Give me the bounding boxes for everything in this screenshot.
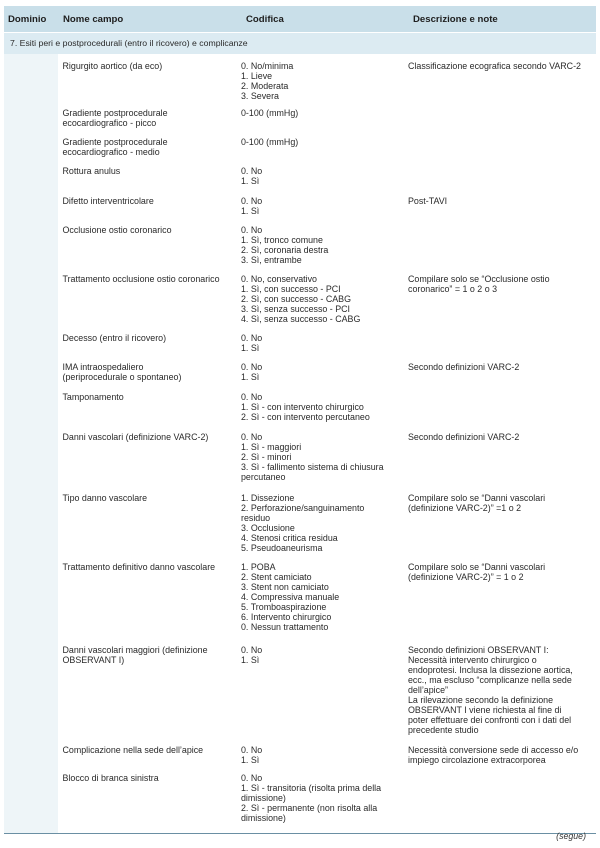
table-row (4, 770, 596, 834)
codifica-cell-line: 2. Perforazione/sanguinamento (241, 503, 365, 513)
descrizione-cell (408, 489, 596, 559)
codifica-cell-line: 1. Sì (241, 755, 260, 765)
descrizione-cell (408, 54, 596, 104)
codifica-cell (241, 559, 408, 640)
codifica-cell-line: 1. Dissezione (241, 493, 295, 503)
dominio-cell (4, 741, 58, 770)
dominio-cell (4, 54, 58, 104)
nome-campo-cell-line: Danni vascolari maggiori (definizione (62, 645, 208, 655)
codifica-cell-line: residuo (241, 513, 271, 523)
codifica-cell (241, 489, 408, 559)
nome-campo-cell (58, 163, 241, 192)
dominio-cell (4, 163, 58, 192)
codifica-cell-line: 1. Sì (241, 343, 260, 353)
nome-campo-cell-line: ecocardiografico - medio (62, 147, 160, 157)
nome-campo-cell (58, 192, 241, 221)
codifica-cell-line: 2. Sì - con intervento percutaneo (241, 412, 370, 422)
codifica-cell-line: 0. No/minima (241, 61, 294, 71)
descrizione-cell-line: (definizione VARC-2)” = 1 o 2 (408, 572, 524, 582)
table-row (4, 221, 596, 270)
descrizione-cell-line: Necessità intervento chirurgico o (408, 655, 537, 665)
codifica-cell (241, 741, 408, 770)
nome-campo-cell-line: ecocardiografico - picco (62, 118, 157, 128)
codifica-cell-line: 1. Sì, tronco comune (241, 235, 323, 245)
nome-campo-cell (58, 559, 241, 640)
data-dictionary-table (4, 6, 596, 834)
dominio-cell (4, 221, 58, 270)
nome-campo-cell-line: Complicazione nella sede dell’apice (62, 745, 204, 755)
descrizione-cell (408, 104, 596, 134)
codifica-cell (241, 104, 408, 134)
codifica-cell-line: 0. No (241, 432, 263, 442)
nome-campo-cell (58, 54, 241, 104)
dominio-cell (4, 489, 58, 559)
codifica-cell-line: 1. Sì (241, 206, 260, 216)
codifica-cell-line: 0. No (241, 333, 263, 343)
section-row (4, 33, 596, 55)
nome-campo-cell (58, 270, 241, 330)
codifica-cell-line: 1. Sì (241, 655, 260, 665)
codifica-cell-line: 1. POBA (241, 562, 276, 572)
codifica-cell-line: 1. Sì (241, 176, 260, 186)
nome-campo-cell-line: Blocco di branca sinistra (62, 773, 159, 783)
dominio-cell (4, 640, 58, 741)
table-row (4, 134, 596, 163)
codifica-cell-line: 2. Sì - permanente (non risolta alla (241, 803, 378, 813)
codifica-cell-line: 3. Stent non camiciato (241, 582, 329, 592)
codifica-cell (241, 429, 408, 489)
dominio-cell (4, 270, 58, 330)
codifica-cell-line: 1. Sì (241, 372, 260, 382)
descrizione-cell (408, 192, 596, 221)
descrizione-cell-line: Classificazione ecografica secondo VARC-2 (408, 61, 581, 71)
nome-campo-cell-line: Tipo danno vascolare (62, 493, 148, 503)
descrizione-cell-line: Compilare solo se “Occlusione ostio (408, 274, 550, 284)
descrizione-cell (408, 429, 596, 489)
codifica-cell-line: 3. Sì, senza successo - PCI (241, 304, 351, 314)
nome-campo-cell-line: Trattamento occlusione ostio coronarico (62, 274, 220, 284)
codifica-cell (241, 359, 408, 389)
descrizione-cell-line: Necessità conversione sede di accesso e/o (408, 745, 579, 755)
codifica-cell-line: 0. No (241, 166, 263, 176)
descrizione-cell-line: coronarico” = 1 o 2 o 3 (408, 284, 498, 294)
table-row (4, 429, 596, 489)
codifica-cell-line: 0. No (241, 645, 263, 655)
document-page (4, 6, 596, 834)
codifica-cell (241, 54, 408, 104)
nome-campo-cell (58, 741, 241, 770)
nome-campo-cell-line: Trattamento definitivo danno vascolare (62, 562, 216, 572)
dominio-cell (4, 770, 58, 834)
nome-campo-cell-line: Gradiente postprocedurale (62, 108, 168, 118)
descrizione-cell-line: dell’apice” (408, 685, 448, 695)
descrizione-cell (408, 559, 596, 640)
header-descrizione: Descrizione e note (408, 6, 596, 33)
codifica-cell (241, 330, 408, 359)
codifica-cell-line: 0. Nessun trattamento (241, 622, 329, 632)
codifica-cell-line: 0-100 (mmHg) (241, 108, 299, 118)
codifica-cell-line: 2. Stent camiciato (241, 572, 312, 582)
nome-campo-cell (58, 330, 241, 359)
nome-campo-cell-line: Decesso (entro il ricovero) (62, 333, 167, 343)
dominio-cell (4, 134, 58, 163)
dominio-cell (4, 389, 58, 429)
codifica-cell-line: 0. No (241, 225, 263, 235)
nome-campo-cell (58, 489, 241, 559)
table-row (4, 104, 596, 134)
descrizione-cell (408, 163, 596, 192)
descrizione-cell-line: impiego circolazione extracorporea (408, 755, 546, 765)
codifica-cell-line: 3. Severa (241, 91, 279, 101)
table-row (4, 163, 596, 192)
codifica-cell (241, 134, 408, 163)
header-nome-campo: Nome campo (58, 6, 241, 33)
descrizione-cell-line: Compilare solo se “Danni vascolari (408, 493, 546, 503)
codifica-cell-line: 5. Tromboaspirazione (241, 602, 327, 612)
descrizione-cell (408, 770, 596, 834)
descrizione-cell (408, 741, 596, 770)
header-dominio: Dominio (4, 6, 58, 33)
nome-campo-cell (58, 359, 241, 389)
descrizione-cell-line: Compilare solo se “Danni vascolari (408, 562, 546, 572)
nome-campo-cell-line: IMA intraospedaliero (62, 362, 144, 372)
codifica-cell-line: 2. Moderata (241, 81, 289, 91)
nome-campo-cell (58, 389, 241, 429)
descrizione-cell-line: poter effettuare dei confronti con i dati del (408, 715, 572, 725)
descrizione-cell (408, 330, 596, 359)
section-title: 7. Esiti peri e postprocedurali (entro il ricovero) e complicanze (4, 33, 596, 55)
codifica-cell-line: 0. No, conservativo (241, 274, 317, 284)
codifica-cell-line: 5. Pseudoaneurisma (241, 543, 323, 553)
dominio-cell (4, 359, 58, 389)
header-codifica: Codifica (241, 6, 408, 33)
nome-campo-cell (58, 429, 241, 489)
descrizione-cell (408, 270, 596, 330)
codifica-cell (241, 640, 408, 741)
descrizione-cell (408, 359, 596, 389)
descrizione-cell (408, 389, 596, 429)
nome-campo-cell-line: Gradiente postprocedurale (62, 137, 168, 147)
nome-campo-cell-line: Difetto interventricolare (62, 196, 154, 206)
codifica-cell (241, 270, 408, 330)
table-header-row (4, 6, 596, 33)
nome-campo-cell (58, 134, 241, 163)
codifica-cell-line: 4. Stenosi critica residua (241, 533, 338, 543)
codifica-cell-line: 1. Sì, con successo - PCI (241, 284, 341, 294)
codifica-cell-line: 6. Intervento chirurgico (241, 612, 332, 622)
table-row (4, 330, 596, 359)
codifica-cell-line: dimissione) (241, 793, 286, 803)
codifica-cell-line: 3. Sì - fallimento sistema di chiusura (241, 462, 384, 472)
nome-campo-cell (58, 770, 241, 834)
nome-campo-cell (58, 104, 241, 134)
descrizione-cell-line: Post-TAVI (408, 196, 448, 206)
table-row (4, 640, 596, 741)
descrizione-cell-line: Secondo definizioni VARC-2 (408, 362, 520, 372)
codifica-cell-line: 3. Sì, entrambe (241, 255, 302, 265)
descrizione-cell-line: ecc., ma escluso “complicanze nella sede (408, 675, 572, 685)
codifica-cell-line: dimissione) (241, 813, 286, 823)
codifica-cell-line: 1. Sì - maggiori (241, 442, 302, 452)
dominio-cell (4, 429, 58, 489)
dominio-cell (4, 104, 58, 134)
dominio-cell (4, 559, 58, 640)
nome-campo-cell-line: OBSERVANT I) (62, 655, 125, 665)
codifica-cell-line: 0-100 (mmHg) (241, 137, 299, 147)
continuation-note: (segue) (556, 831, 586, 841)
nome-campo-cell-line: Tamponamento (62, 392, 124, 402)
codifica-cell (241, 389, 408, 429)
descrizione-cell (408, 134, 596, 163)
table-row (4, 741, 596, 770)
descrizione-cell (408, 221, 596, 270)
nome-campo-cell-line: Occlusione ostio coronarico (62, 225, 172, 235)
codifica-cell-line: 4. Sì, senza successo - CABG (241, 314, 361, 324)
table-row (4, 54, 596, 104)
nome-campo-cell-line: (periprocedurale o spontaneo) (62, 372, 182, 382)
table-row (4, 270, 596, 330)
nome-campo-cell-line: Rigurgito aortico (da eco) (62, 61, 163, 71)
codifica-cell-line: 0. No (241, 745, 263, 755)
table-row (4, 389, 596, 429)
descrizione-cell-line: endoprotesi. Inclusa la dissezione aortica, (408, 665, 573, 675)
codifica-cell-line: 1. Sì - transitoria (risolta prima della (241, 783, 382, 793)
codifica-cell (241, 221, 408, 270)
descrizione-cell-line: Secondo definizioni OBSERVANT I: (408, 645, 549, 655)
table-row (4, 559, 596, 640)
descrizione-cell-line: OBSERVANT I viene richiesta al fine di (408, 705, 562, 715)
codifica-cell-line: 0. No (241, 362, 263, 372)
dominio-cell (4, 192, 58, 221)
table-row (4, 192, 596, 221)
nome-campo-cell (58, 640, 241, 741)
descrizione-cell-line: La rilevazione secondo la definizione (408, 695, 554, 705)
codifica-cell-line: 0. No (241, 773, 263, 783)
nome-campo-cell-line: Rottura anulus (62, 166, 121, 176)
nome-campo-cell (58, 221, 241, 270)
descrizione-cell-line: Secondo definizioni VARC-2 (408, 432, 520, 442)
descrizione-cell (408, 640, 596, 741)
codifica-cell-line: 2. Sì, coronaria destra (241, 245, 329, 255)
codifica-cell-line: 4. Compressiva manuale (241, 592, 340, 602)
codifica-cell (241, 163, 408, 192)
descrizione-cell-line: precedente studio (408, 725, 479, 735)
codifica-cell-line: 0. No (241, 196, 263, 206)
codifica-cell-line: 0. No (241, 392, 263, 402)
nome-campo-cell-line: Danni vascolari (definizione VARC-2) (62, 432, 209, 442)
codifica-cell-line: 2. Sì, con successo - CABG (241, 294, 351, 304)
descrizione-cell-line: (definizione VARC-2)” =1 o 2 (408, 503, 522, 513)
codifica-cell (241, 770, 408, 834)
codifica-cell-line: 3. Occlusione (241, 523, 295, 533)
codifica-cell-line: percutaneo (241, 472, 286, 482)
table-row (4, 359, 596, 389)
codifica-cell-line: 1. Sì - con intervento chirurgico (241, 402, 364, 412)
table-row (4, 489, 596, 559)
dominio-cell (4, 330, 58, 359)
codifica-cell-line: 1. Lieve (241, 71, 273, 81)
codifica-cell-line: 2. Sì - minori (241, 452, 292, 462)
codifica-cell (241, 192, 408, 221)
